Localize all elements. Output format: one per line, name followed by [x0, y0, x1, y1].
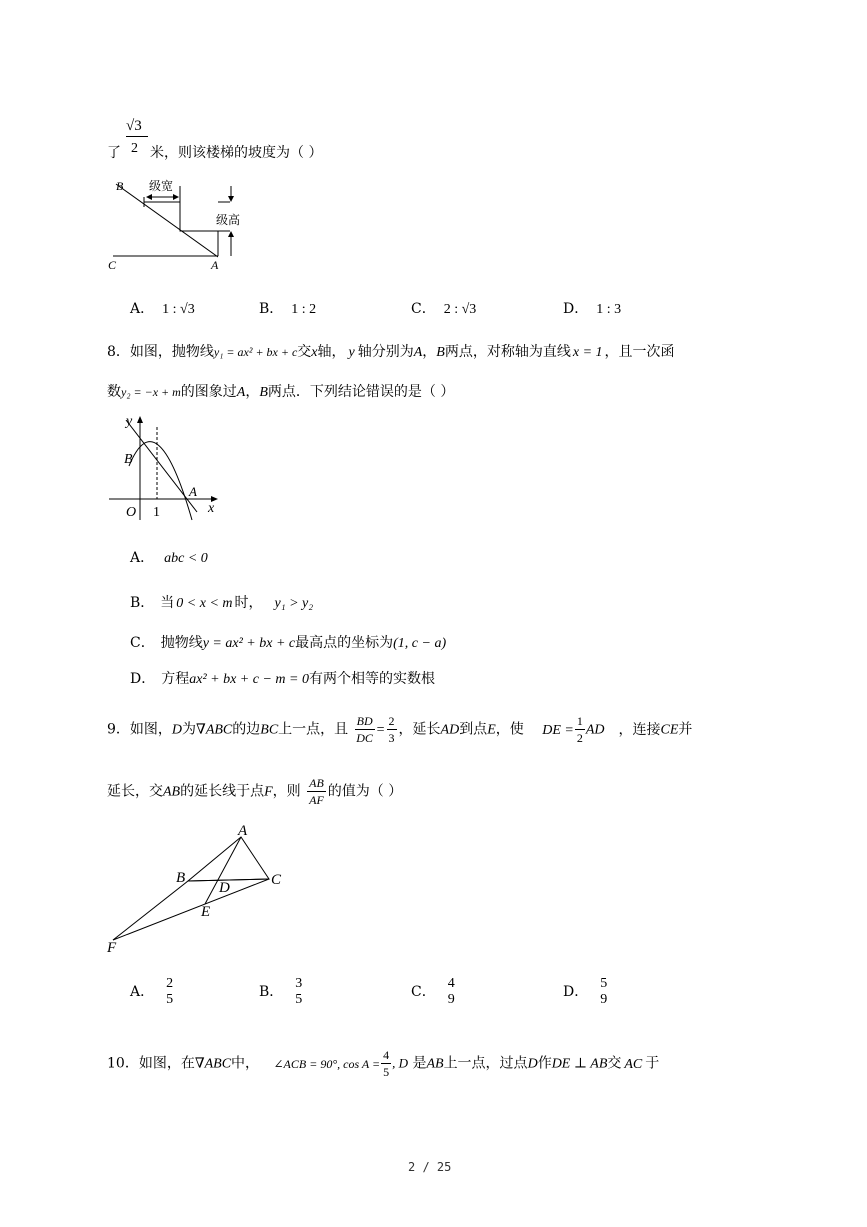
q7-prefix: 了 [107, 145, 121, 161]
q8-line1: 8．如图，抛物线y₁ = ax² + bx + c交x轴， y 轴分别为A，B两点，对称轴为直线 x = 1 ，且一次函 [107, 344, 675, 360]
ratio-bd-dc: $\frac{BD}{DC}$ [356, 714, 373, 745]
q10-line1: 10．如图，在∇ABC中， ∠ACB = 90°, cos A = $\frac{4}{5}$ , D 是AB上一点，过点D作DE ⊥ AB交 AC 于 [107, 1048, 660, 1079]
origin-label: O [126, 505, 137, 520]
label-riser: 级高 [216, 213, 241, 227]
label-B: B [116, 179, 124, 193]
q9-option-c[interactable]: C． 4 9 [411, 976, 455, 1007]
axis-label-y: y [126, 414, 133, 429]
label-tread: 级宽 [149, 179, 174, 193]
point-label-A: A [189, 484, 197, 499]
segment-cf [113, 879, 269, 940]
point-C: C [271, 872, 282, 888]
q7-option-d[interactable]: D． 1 : 3 [563, 301, 622, 317]
q7-sqrt3: √3 [126, 118, 142, 134]
label-A: A [211, 258, 219, 272]
q9-line1: 9．如图，D为∇ABC的边BC上一点，且 $\frac{BD}{DC}$ = $\frac{2}{3}$ ，延长AD到点E，使 DE = $\frac{1}{2}$ AD ，连接CE并 [107, 714, 693, 745]
half-fraction: $\frac{1}{2}$ [576, 714, 583, 745]
q7-den: 2 [131, 141, 138, 156]
q9-line2: 延长，交AB的延长线于点F，则 $\frac{AB}{AF}$ 的值为（ ） [107, 776, 403, 807]
point-B: B [176, 870, 186, 886]
triangle-abc [188, 837, 269, 881]
parabola-figure [104, 412, 224, 524]
q8-option-b[interactable]: B． 当 0 < x < m 时， y₁ > y₂ [130, 595, 314, 611]
staircase-figure [100, 172, 260, 274]
q9-option-d[interactable]: D． 5 9 [563, 976, 608, 1007]
ratio-ab-af: $\frac{AB}{AF}$ [309, 776, 324, 807]
segment-bf [113, 881, 188, 940]
q7-option-a[interactable]: A． 1 : √3 [130, 301, 195, 317]
parabola-curve [129, 442, 192, 520]
page-number: 2 / 25 [408, 1160, 452, 1174]
point-F: F [107, 940, 117, 956]
q8-option-d[interactable]: D． 方程ax² + bx + c − m = 0有两个相等的实数根 [130, 671, 435, 687]
point-label-B: B [124, 452, 133, 467]
label-C: C [108, 258, 117, 272]
q8-line2: 数y₂ = −x + m的图象过A，B两点．下列结论错误的是（ ） [107, 384, 455, 400]
q7-option-c[interactable]: C． 2 : √3 [411, 301, 477, 317]
stair-steps [144, 202, 218, 256]
axis-label-x: x [208, 501, 215, 516]
q7-text: 米，则该楼梯的坡度为（ ） [150, 145, 323, 161]
cos-fraction: $\frac{4}{5}$ [383, 1048, 390, 1079]
q9-option-a[interactable]: A． 2 5 [130, 976, 174, 1007]
q9-option-b[interactable]: B． 3 5 [259, 976, 303, 1007]
point-A: A [238, 823, 248, 839]
point-D: D [219, 880, 230, 896]
slope-line [116, 184, 218, 257]
ratio-value: $\frac{2}{3}$ [388, 714, 395, 745]
tick-label-1: 1 [153, 505, 160, 520]
q8-option-c[interactable]: C． 抛物线y = ax² + bx + c最高点的坐标为(1, c − a) [130, 635, 447, 651]
triangle-figure [104, 820, 294, 960]
q7-option-b[interactable]: B． 1 : 2 [259, 301, 317, 317]
fraction-bar [126, 136, 148, 137]
q8-option-a[interactable]: A． abc < 0 [130, 550, 208, 566]
linear-function-line [126, 420, 197, 512]
point-E: E [201, 904, 211, 920]
